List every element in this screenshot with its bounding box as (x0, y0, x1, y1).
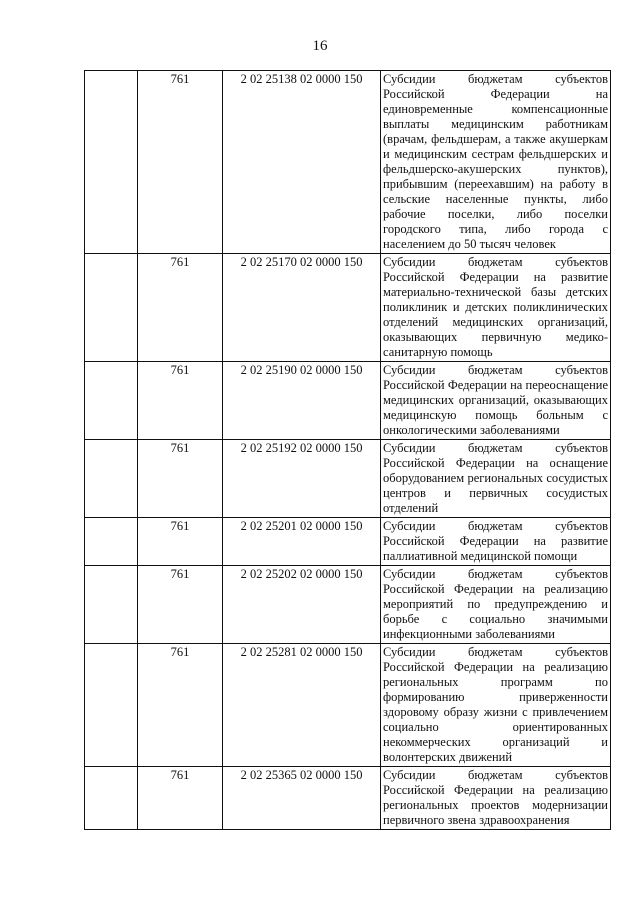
income-name-cell: Субсидии бюджетам субъектов Российской Федерации на развитие паллиативной медицинской помощи (381, 518, 611, 566)
table-row (85, 254, 611, 362)
budget-code-cell: 2 02 25138 02 0000 150 (223, 71, 381, 254)
budget-code-cell: 2 02 25281 02 0000 150 (223, 644, 381, 767)
page-number: 16 (312, 38, 328, 54)
budget-code-cell: 2 02 25365 02 0000 150 (223, 767, 381, 830)
income-name-cell: Субсидии бюджетам субъектов Российской Федерации на реализацию региональных проектов модернизации первичного звена здравоохранения (381, 767, 611, 830)
budget-code-cell: 2 02 25192 02 0000 150 (223, 440, 381, 518)
budget-code-cell: 2 02 25201 02 0000 150 (223, 518, 381, 566)
table-row (85, 566, 611, 644)
admin-code-cell: 761 (138, 566, 223, 644)
empty-cell (85, 440, 138, 518)
admin-code-cell: 761 (138, 440, 223, 518)
empty-cell (85, 362, 138, 440)
admin-code-cell: 761 (138, 71, 223, 254)
admin-code-cell: 761 (138, 254, 223, 362)
table-row (85, 71, 611, 254)
admin-code-cell: 761 (138, 644, 223, 767)
empty-cell (85, 566, 138, 644)
budget-classification-table (84, 70, 611, 830)
empty-cell (85, 644, 138, 767)
table-row (85, 362, 611, 440)
table-row (85, 440, 611, 518)
income-name-cell: Субсидии бюджетам субъектов Российской Федерации на реализацию региональных программ по формированию приверженности здоровому образу жизни с привлечением социально ориентированных некоммерческих организаций и волонтерских движений (381, 644, 611, 767)
table-body (85, 71, 611, 830)
empty-cell (85, 254, 138, 362)
table-row (85, 767, 611, 830)
empty-cell (85, 767, 138, 830)
budget-code-cell: 2 02 25190 02 0000 150 (223, 362, 381, 440)
income-name-cell: Субсидии бюджетам субъектов Российской Федерации на реализацию мероприятий по предупреждению и борьбе с социально значимыми инфекционными заболеваниями (381, 566, 611, 644)
income-name-cell: Субсидии бюджетам субъектов Российской Федерации на единовременные компенсационные выплаты медицинским работникам (врачам, фельдшерам, а также акушеркам и медицинским сестрам фельдшерских и фельдшерско-акушерских пунктов), прибывшим (переехавшим) на работу в сельские населенные пункты, либо рабочие поселки, либо поселки городского типа, либо города с населением до 50 тысяч человек (381, 71, 611, 254)
income-name-cell: Субсидии бюджетам субъектов Российской Федерации на переоснащение медицинских организаций, оказывающих медицинскую помощь больным с онкологическими заболеваниями (381, 362, 611, 440)
table-row (85, 518, 611, 566)
empty-cell (85, 71, 138, 254)
table-row (85, 644, 611, 767)
admin-code-cell: 761 (138, 518, 223, 566)
income-name-cell: Субсидии бюджетам субъектов Российской Федерации на развитие материально-технической базы детских поликлиник и детских поликлинических отделений медицинских организаций, оказывающих первичную медико-санитарную помощь (381, 254, 611, 362)
income-name-cell: Субсидии бюджетам субъектов Российской Федерации на оснащение оборудованием региональных сосудистых центров и первичных сосудистых отделений (381, 440, 611, 518)
budget-code-cell: 2 02 25170 02 0000 150 (223, 254, 381, 362)
empty-cell (85, 518, 138, 566)
budget-code-cell: 2 02 25202 02 0000 150 (223, 566, 381, 644)
admin-code-cell: 761 (138, 767, 223, 830)
admin-code-cell: 761 (138, 362, 223, 440)
